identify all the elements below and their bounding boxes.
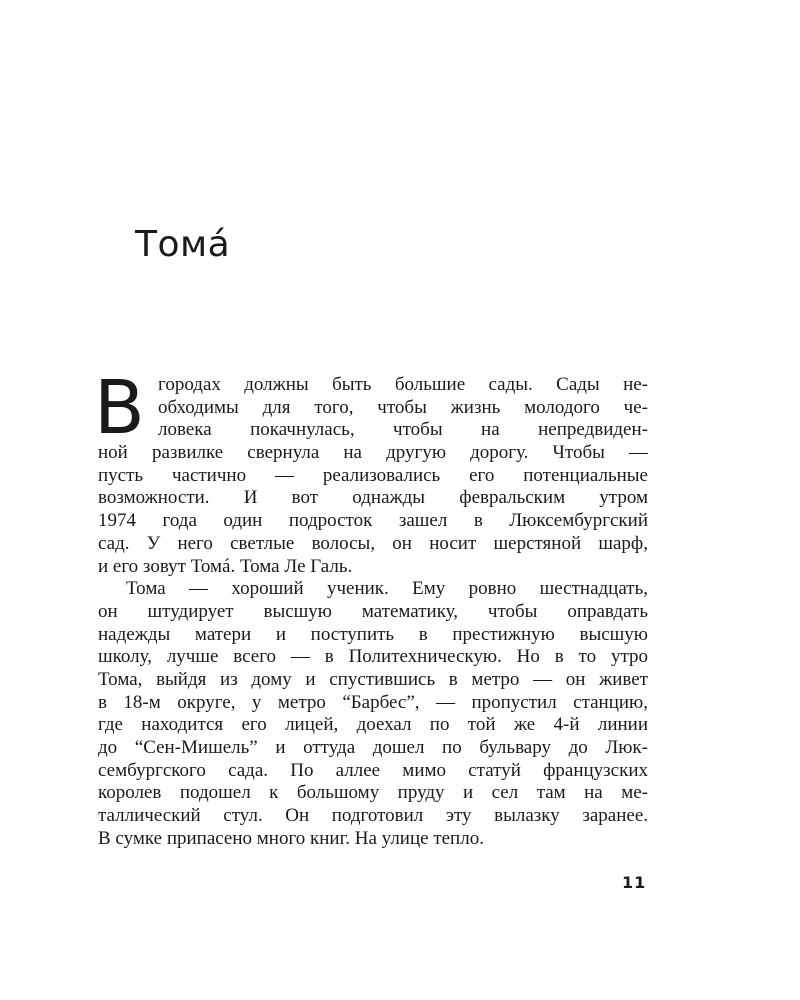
text-line: королев подошел к большому пруду и сел там на ме- [98, 782, 648, 804]
text-line: 1974 года один подросток зашел в Люксембургский [98, 510, 648, 532]
body-text [94, 365, 648, 850]
text-line: Тома, выйдя из дому и спустившись в метро — он живет [98, 668, 648, 690]
text-line: обходимы для того, чтобы жизнь молодого че- [158, 396, 648, 418]
text-line: пусть частично — реализовались его потенциальные [98, 464, 648, 486]
text-line: школу, лучше всего — в Политехническую. Но в то утро [98, 646, 648, 668]
text-line: он штудирует высшую математику, чтобы оправдать [98, 600, 648, 622]
chapter-title: Томá [135, 224, 231, 265]
text-line: где находится его лицей, доехал по той же 4-й линии [98, 714, 648, 736]
text-line: сембургского сада. По аллее мимо статуй французских [98, 759, 648, 781]
text-line: Тома — хороший ученик. Ему ровно шестнадцать, [126, 578, 648, 600]
text-line: до “Сен-Мишель” и оттуда дошел по бульвару до Люк- [98, 737, 648, 758]
text-line: надежды матери и поступить в престижную высшую [98, 623, 648, 645]
text-line: сад. У него светлые волосы, он носит шерстяной шарф, [98, 532, 648, 554]
text-line: таллический стул. Он подготовил эту вылазку заранее. [98, 805, 648, 827]
text-line: в 18-м округе, у метро “Барбес”, — пропустил станцию, [98, 691, 648, 713]
text-line: городах должны быть большие сады. Сады не- [158, 374, 648, 395]
drop-cap: В [94, 365, 145, 451]
paragraph-1 [98, 374, 648, 578]
text-line: В сумке припасено много книг. На улице тепло. [98, 827, 484, 849]
text-line: ловека покачнулась, чтобы на непредвиден- [158, 419, 648, 441]
paragraph-2 [98, 578, 648, 850]
text-line: ной развилке свернула на другую дорогу. Чтобы — [98, 442, 648, 464]
text-line: и его зовут Томá. Тома Ле Галь. [98, 555, 353, 577]
page-number: 11 [622, 873, 647, 892]
text-line: возможности. И вот однажды февральским утром [98, 487, 648, 509]
